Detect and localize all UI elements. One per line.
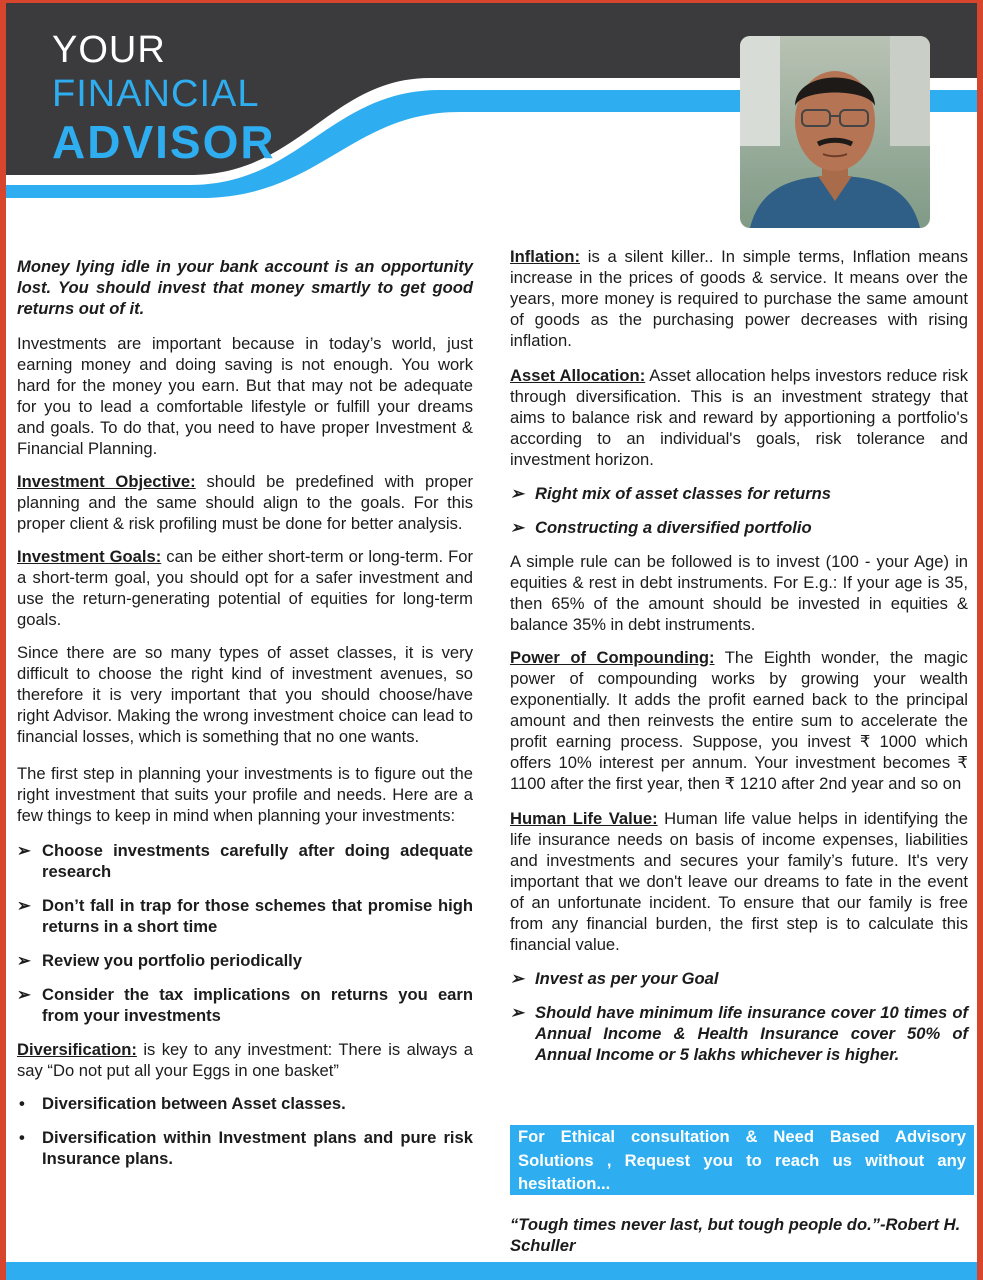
human-life-value-paragraph — [510, 808, 968, 955]
title-line-advisor: ADVISOR — [52, 116, 276, 168]
list-item: ➢ Consider the tax implications on returns you earn from your investments — [17, 985, 473, 1025]
consultation-banner: For Ethical consultation & Need Based Advisory Solutions , Request you to reach us without any hesitation... — [510, 1125, 974, 1195]
asset-allocation-paragraph — [510, 365, 968, 470]
arrow-icon: ➢ — [17, 896, 31, 915]
age-rule-paragraph: A simple rule can be followed is to invest (100 - your Age) in equities & rest in debt instruments. For E.g.: If your age is 35, then 65% of the amount should be invested in equities & balance 35% in debt instruments. — [510, 552, 968, 634]
title-line-financial: FINANCIAL — [52, 73, 260, 115]
inflation-text: is a silent killer.. In simple terms, Inflation means increase in the prices of goods & service. It means over the years, more money is required to purchase the same amount of goods as the purchasing power decreases with rising inflation. — [510, 247, 968, 350]
frame-left-border — [0, 0, 6, 1280]
inflation-term: Inflation: — [510, 247, 581, 266]
frame-right-border — [977, 0, 983, 1280]
list-item: ➢ Right mix of asset classes for returns — [510, 484, 832, 503]
asset-classes-paragraph: Since there are so many types of asset classes, it is very difficult to choose the right kind of investment avenues, so therefore it is very important that you should choose/have right Advisor. Making the wrong investment choice can lead to financial losses, which is something that no one wants. — [17, 643, 473, 746]
list-item: ➢ Invest as per your Goal — [510, 969, 719, 988]
investment-objective-term: Investment Objective: — [17, 472, 196, 491]
footer-bar — [0, 1262, 983, 1280]
diversification-paragraph — [17, 1039, 473, 1081]
investment-objective-text: should be predefined with proper planning and the same should align to the goals. For this proper client & risk profiling must be done for better analysis. — [17, 472, 473, 533]
bullet-dot-icon: • — [19, 1128, 25, 1147]
title-line-your: YOUR — [52, 29, 166, 71]
investment-objective-paragraph — [17, 471, 473, 534]
compounding-term: Power of Compounding: — [510, 648, 715, 667]
investment-goals-term: Investment Goals: — [17, 547, 162, 566]
list-item: • Diversification within Investment plans and pure risk Insurance plans. — [19, 1128, 473, 1168]
asset-allocation-term: Asset Allocation: — [510, 366, 646, 385]
human-life-value-term: Human Life Value: — [510, 809, 658, 828]
investment-goals-text: can be either short-term or long-term. For a short-term goal, you should opt for a safer investment and use the return-generating potential of equities for long-term goals. — [17, 547, 474, 629]
first-step-paragraph: The first step in planning your investments is to figure out the right investment that suits your profile and needs. Here are a few things to keep in mind when planning your investments: — [17, 764, 473, 825]
compounding-paragraph — [510, 647, 968, 794]
list-item: ➢ Don’t fall in trap for those schemes that promise high returns in a short time — [17, 896, 473, 936]
arrow-icon: ➢ — [510, 969, 524, 988]
investment-goals-paragraph — [17, 546, 473, 630]
diversification-list — [17, 1093, 473, 1169]
list-item: • Diversification between Asset classes. — [19, 1094, 346, 1113]
motivational-quote: “Tough times never last, but tough people do.”-Robert H. Schuller — [510, 1215, 961, 1255]
list-item: ➢ Should have minimum life insurance cover 10 times of Annual Income & Health Insurance cover 50% of Annual Income or 5 lakhs whichever is higher. — [510, 1003, 968, 1064]
bullet-dot-icon: • — [19, 1094, 25, 1113]
arrow-icon: ➢ — [510, 484, 524, 503]
diversification-text: is key to any investment: There is always a say “Do not put all your Eggs in one basket” — [17, 1040, 473, 1080]
investments-importance-paragraph: Investments are important because in today’s world, just earning money and doing saving is not enough. You work hard for the money you earn. But that may not be adequate for you to lead a comfortable lifestyle or fulfill your dreams and goals. To do that, you need to have proper Investment & Financial Planning. — [17, 334, 473, 458]
advisor-photo — [740, 36, 930, 228]
list-item: ➢ Constructing a diversified portfolio — [510, 518, 812, 537]
planning-tips-list — [17, 840, 473, 1026]
right-column — [510, 246, 968, 1078]
human-life-value-list — [510, 968, 968, 1065]
arrow-icon: ➢ — [510, 1003, 524, 1022]
left-column — [17, 256, 473, 1182]
list-item: ➢ Choose investments carefully after doing adequate research — [17, 841, 473, 881]
human-life-value-text: Human life value helps in identifying the life insurance needs on basis of income expenses, liabilities and investments and secures your family’s future. It's very important that we don't leave our dreams to fate in the event of an unfortunate incident. To ensure that our family is free from any financial burden, the first step is to calculate this financial value. — [510, 809, 968, 954]
arrow-icon: ➢ — [510, 518, 524, 537]
intro-statement: Money lying idle in your bank account is an opportunity lost. You should invest that money smartly to get good returns out of it. — [17, 257, 473, 318]
compounding-text: The Eighth wonder, the magic power of compounding works by growing your wealth exponentially. It adds the profit earned back to the principal amount and then reinvests the entire sum to accelerate the profit earning process. Suppose, you invest ₹ 1000 which offers 10% interest per annum. Your investment becomes ₹ 1100 after the first year, then ₹ 1210 after 2nd year and so on — [510, 648, 968, 793]
arrow-icon: ➢ — [17, 985, 31, 1004]
arrow-icon: ➢ — [17, 841, 31, 860]
page-title — [52, 28, 276, 168]
arrow-icon: ➢ — [17, 951, 31, 970]
asset-allocation-text: Asset allocation helps investors reduce risk through diversification. This is an investment strategy that aims to balance risk and reward by apportioning a portfolio's according to an individual's goals, risk tolerance and investment horizon. — [510, 366, 968, 469]
inflation-paragraph — [510, 246, 968, 351]
diversification-term: Diversification: — [17, 1040, 137, 1059]
asset-allocation-list — [510, 483, 968, 538]
list-item: ➢ Review you portfolio periodically — [17, 951, 303, 970]
